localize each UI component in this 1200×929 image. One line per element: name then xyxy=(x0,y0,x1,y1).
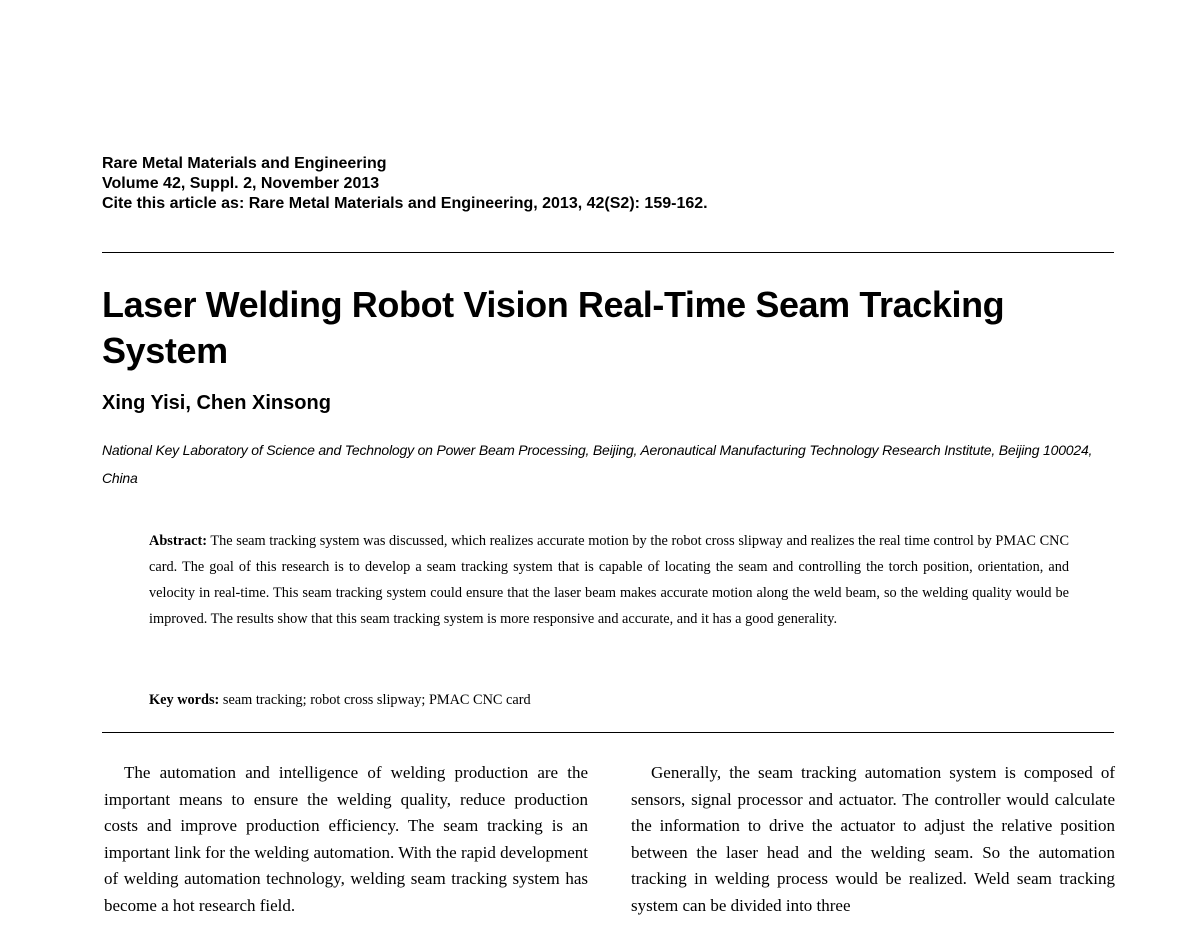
keywords-text: seam tracking; robot cross slipway; PMAC CNC card xyxy=(222,692,531,708)
body-paragraph: Generally, the seam tracking automation system is composed of sensors, signal processor and actuator. The controller would calculate the information to drive the actuator to adjust the relative position between the laser head and the welding seam. So the automation tracking in welding process would be realized. Weld seam tracking system can be divided into three xyxy=(631,763,1115,915)
article-authors: Xing Yisi, Chen Xinsong xyxy=(102,392,331,414)
bottom-divider xyxy=(102,732,1114,733)
journal-name: Rare Metal Materials and Engineering xyxy=(102,155,387,172)
abstract-label: Abstract: xyxy=(149,533,207,549)
top-divider xyxy=(102,252,1114,253)
keywords-section xyxy=(149,687,1069,713)
journal-header xyxy=(102,154,708,214)
keywords-label: Key words: xyxy=(149,692,220,708)
body-right-column xyxy=(631,760,1115,920)
body-paragraph: The automation and intelligence of welding production are the important means to ensure the welding quality, reduce production costs and improve production efficiency. The seam tracking is an important link for the welding automation. With the rapid development of welding automation technology, welding seam tracking system has become a hot research field. xyxy=(104,763,588,915)
abstract-section xyxy=(149,528,1069,632)
citation-line: Cite this article as: Rare Metal Materials and Engineering, 2013, 42(S2): 159-162. xyxy=(102,195,708,212)
body-left-column xyxy=(104,760,588,920)
journal-volume: Volume 42, Suppl. 2, November 2013 xyxy=(102,175,380,192)
article-affiliation: National Key Laboratory of Science and Technology on Power Beam Processing, Beijing, Aeronautical Manufacturing Technology Research Institute, Beijing 100024, China xyxy=(102,442,1093,486)
article-title: Laser Welding Robot Vision Real-Time Seam Tracking System xyxy=(102,284,1005,371)
abstract-text: The seam tracking system was discussed, which realizes accurate motion by the robot cross slipway and realizes the real time control by PMAC CNC card. The goal of this research is to develop a seam tracking system that is capable of locating the seam and controlling the torch position, orientation, and velocity in real-time. This seam tracking system could ensure that the laser beam makes accurate motion along the weld beam, so the welding quality would be improved. The results show that this seam tracking system is more responsive and accurate, and it has a good generality. xyxy=(149,533,1069,627)
